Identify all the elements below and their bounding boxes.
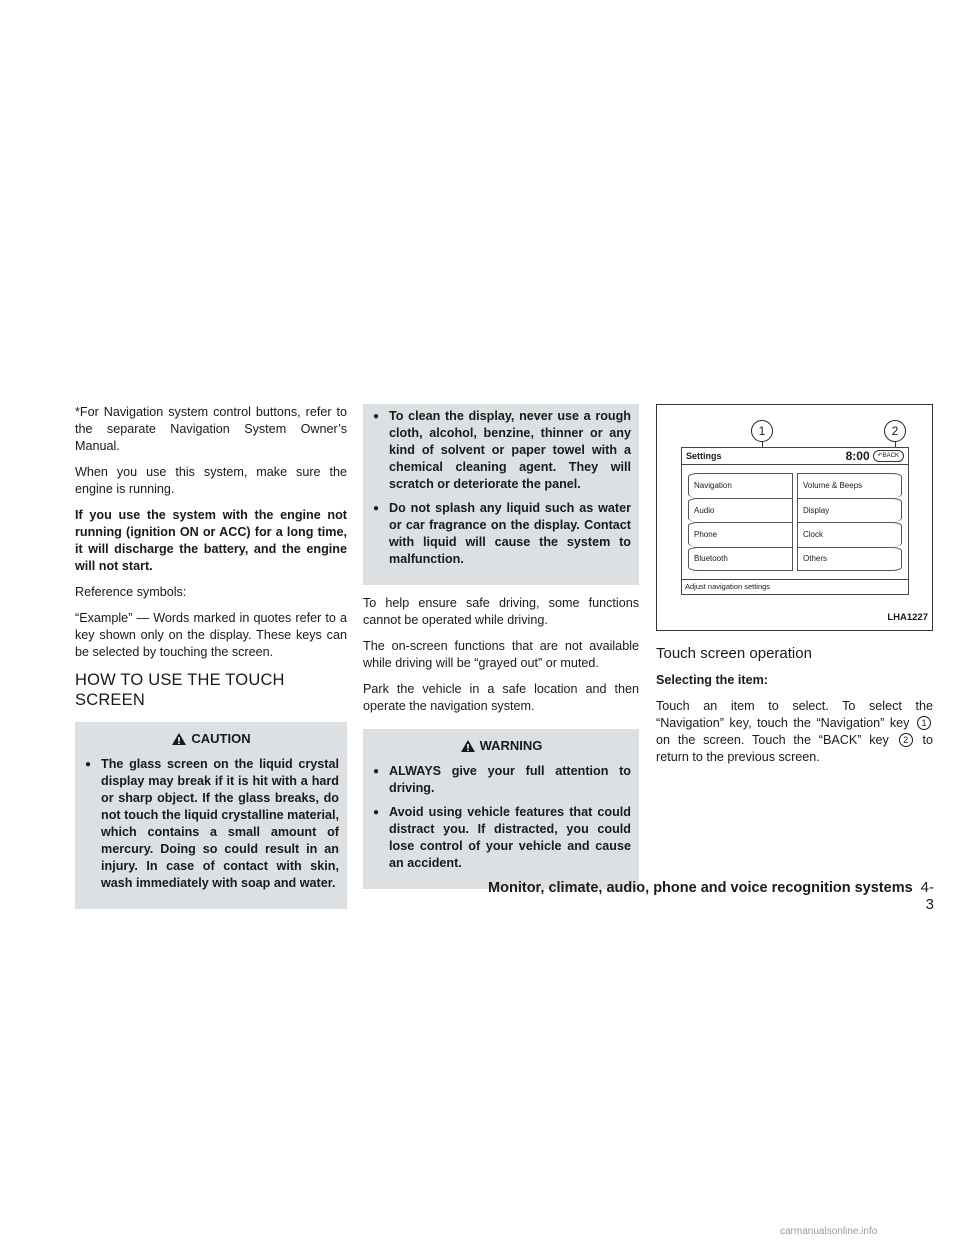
settings-screen-figure <box>656 404 933 631</box>
instruction-text-b: on the screen. Touch the “BACK” key <box>656 733 889 747</box>
menu-others-button[interactable]: Others <box>797 547 902 572</box>
menu-phone-button[interactable]: Phone <box>688 522 793 547</box>
caution-title <box>83 730 339 747</box>
warning-box <box>363 729 639 889</box>
reference-symbols-label: Reference symbols: <box>75 585 187 599</box>
caution-item: ● Do not splash any liquid such as water or car fragrance on the display. Contact with liquid will cause the system to malfunction. <box>371 500 631 568</box>
callout-ref-2: 2 <box>899 733 913 747</box>
menu-clock-button[interactable]: Clock <box>797 522 902 547</box>
warning-triangle-icon <box>460 739 476 753</box>
callout-2: 2 <box>884 420 906 442</box>
clock-time: 8:00 <box>845 448 870 463</box>
warning-triangle-icon <box>171 732 187 746</box>
engine-running-paragraph: When you use this system, make sure the engine is running. <box>75 465 347 496</box>
menu-volume-beeps-button[interactable]: Volume & Beeps <box>797 473 902 498</box>
settings-screen <box>681 447 909 595</box>
warning-list <box>371 763 631 872</box>
warning-title-text: WARNING <box>479 738 543 753</box>
page-number: 4-3 <box>920 879 934 913</box>
caution-list <box>83 756 339 892</box>
example-symbol-description: “Example” — Words marked in quotes refer to a key shown only on the display. These keys can be selected by touching the screen. <box>75 611 347 659</box>
caution-item: ● To clean the display, never use a rough cloth, alcohol, benzine, thinner or any kind of solvent or paper towel with a chemical cleaning agent. They will scratch or deteriorate the panel. <box>371 408 631 493</box>
left-column <box>75 404 347 909</box>
middle-column <box>363 404 639 889</box>
callout-ref-1: 1 <box>917 716 931 730</box>
section-heading: HOW TO USE THE TOUCH SCREEN <box>75 671 285 709</box>
menu-bluetooth-button[interactable]: Bluetooth <box>688 547 793 572</box>
footer-section-title: Monitor, climate, audio, phone and voice recognition systems <box>488 880 913 896</box>
intro-paragraph: *For Navigation system control buttons, refer to the separate Navigation System Owner’s Manual. <box>75 405 347 453</box>
screen-clock <box>846 448 904 465</box>
right-column <box>656 404 933 775</box>
instruction-text-c: to return to the previous screen. <box>656 733 933 764</box>
menu-navigation-button[interactable]: Navigation <box>688 473 793 498</box>
caution-item: ● The glass screen on the liquid crystal display may break if it is hit with a hard or sharp object. If the glass breaks, do not touch the liquid crystalline material, which contains a small amount of mercury. Doing so could result in an injury. In case of contact with skin, wash immediately with soap and water. <box>83 756 339 892</box>
caution-list-continued <box>371 408 631 568</box>
warning-item: ● ALWAYS give your full attention to driving. <box>371 763 631 797</box>
back-button[interactable]: ↶BACK <box>873 450 904 462</box>
menu-display-button[interactable]: Display <box>797 498 902 523</box>
park-vehicle-paragraph: Park the vehicle in a safe location and then operate the navigation system. <box>363 682 639 713</box>
screen-title: Settings <box>686 450 722 461</box>
warning-title <box>371 737 631 754</box>
caution-box <box>75 722 347 909</box>
watermark: carmanualsonline.info <box>780 1226 878 1237</box>
selecting-item-subheading: Selecting the item: <box>656 673 768 687</box>
grayed-out-paragraph: The on-screen functions that are not available while driving will be “grayed out” or muted. <box>363 639 639 670</box>
screen-header <box>682 448 908 465</box>
warning-item: ● Avoid using vehicle features that could distract you. If distracted, you could lose control of your vehicle and cause an accident. <box>371 804 631 872</box>
caution-title-text: CAUTION <box>191 731 251 746</box>
safe-driving-paragraph: To help ensure safe driving, some functions cannot be operated while driving. <box>363 596 639 627</box>
menu-audio-button[interactable]: Audio <box>688 498 793 523</box>
selecting-item-instructions <box>656 698 933 766</box>
figure-code: LHA1227 <box>887 612 928 623</box>
callout-1: 1 <box>751 420 773 442</box>
caution-box-continued <box>363 404 639 585</box>
screen-status-bar: Adjust navigation settings <box>682 579 908 594</box>
battery-notice: If you use the system with the engine not running (ignition ON or ACC) for a long time, it will discharge the battery, and the engine will not start. <box>75 508 347 573</box>
settings-menu-grid <box>688 473 902 571</box>
back-label: BACK <box>882 453 899 459</box>
instruction-text-a: Touch an item to select. To select the “Navigation” key, touch the “Navigation” key <box>656 699 933 730</box>
page-footer <box>480 879 934 913</box>
touch-screen-heading: Touch screen operation <box>656 645 812 662</box>
